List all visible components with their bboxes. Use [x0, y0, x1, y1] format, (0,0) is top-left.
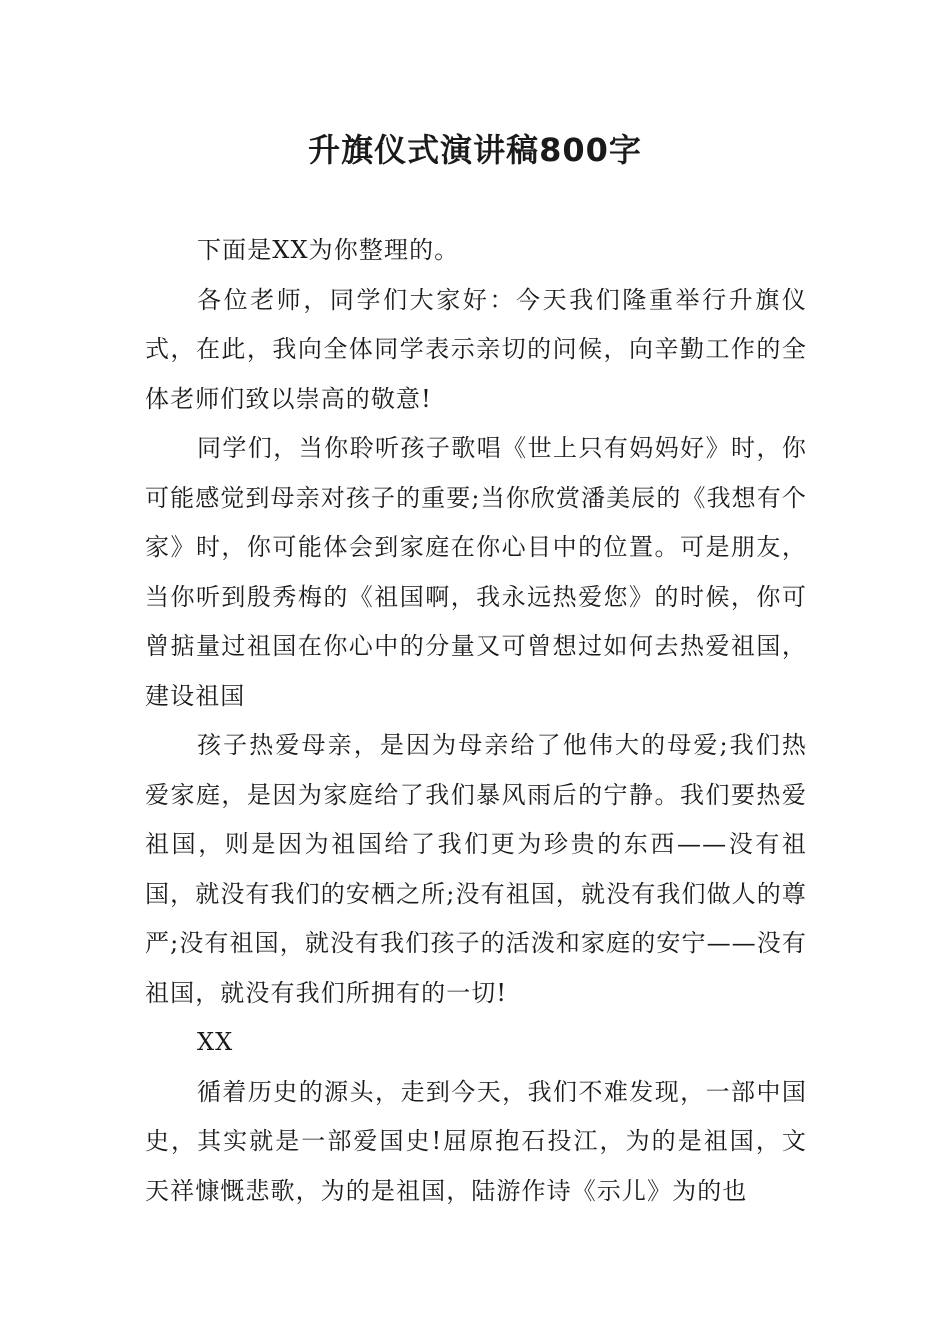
document-title: 升旗仪式演讲稿800字	[308, 131, 642, 169]
paragraph-intro: 下面是XX为你整理的。	[197, 236, 460, 264]
paragraph-songs: 同学们，当你聆听孩子歌唱《世上只有妈妈好》时，你可能感觉到母亲对孩子的重要;当你欣赏潘美辰的《我想有个家》时，你可能体会到家庭在你心目中的位置。可是朋友，当你听到殷秀梅的《祖国啊，我永远热爱您》的时候，你可曾掂量过祖国在你心中的分量又可曾想过如何去热爱祖国，建设祖国	[145, 434, 807, 710]
paragraph-placeholder: XX	[197, 1028, 234, 1056]
document-body	[145, 226, 807, 1216]
paragraph-history: 循着历史的源头，走到今天，我们不难发现，一部中国史，其实就是一部爱国史!屈原抱石投江，为的是祖国，文天祥慷慨悲歌，为的是祖国，陆游作诗《示儿》为的也	[145, 1077, 807, 1205]
paragraph-love-motherland: 孩子热爱母亲，是因为母亲给了他伟大的母爱;我们热爱家庭，是因为家庭给了我们暴风雨后的宁静。我们要热爱祖国，则是因为祖国给了我们更为珍贵的东西——没有祖国，就没有我们的安栖之所;没有祖国，就没有我们做人的尊严;没有祖国，就没有我们孩子的活泼和家庭的安宁——没有祖国，就没有我们所拥有的一切!	[145, 731, 807, 1007]
paragraph-greeting: 各位老师，同学们大家好：今天我们隆重举行升旗仪式，在此，我向全体同学表示亲切的问候，向辛勤工作的全体老师们致以崇高的敬意!	[145, 285, 807, 413]
